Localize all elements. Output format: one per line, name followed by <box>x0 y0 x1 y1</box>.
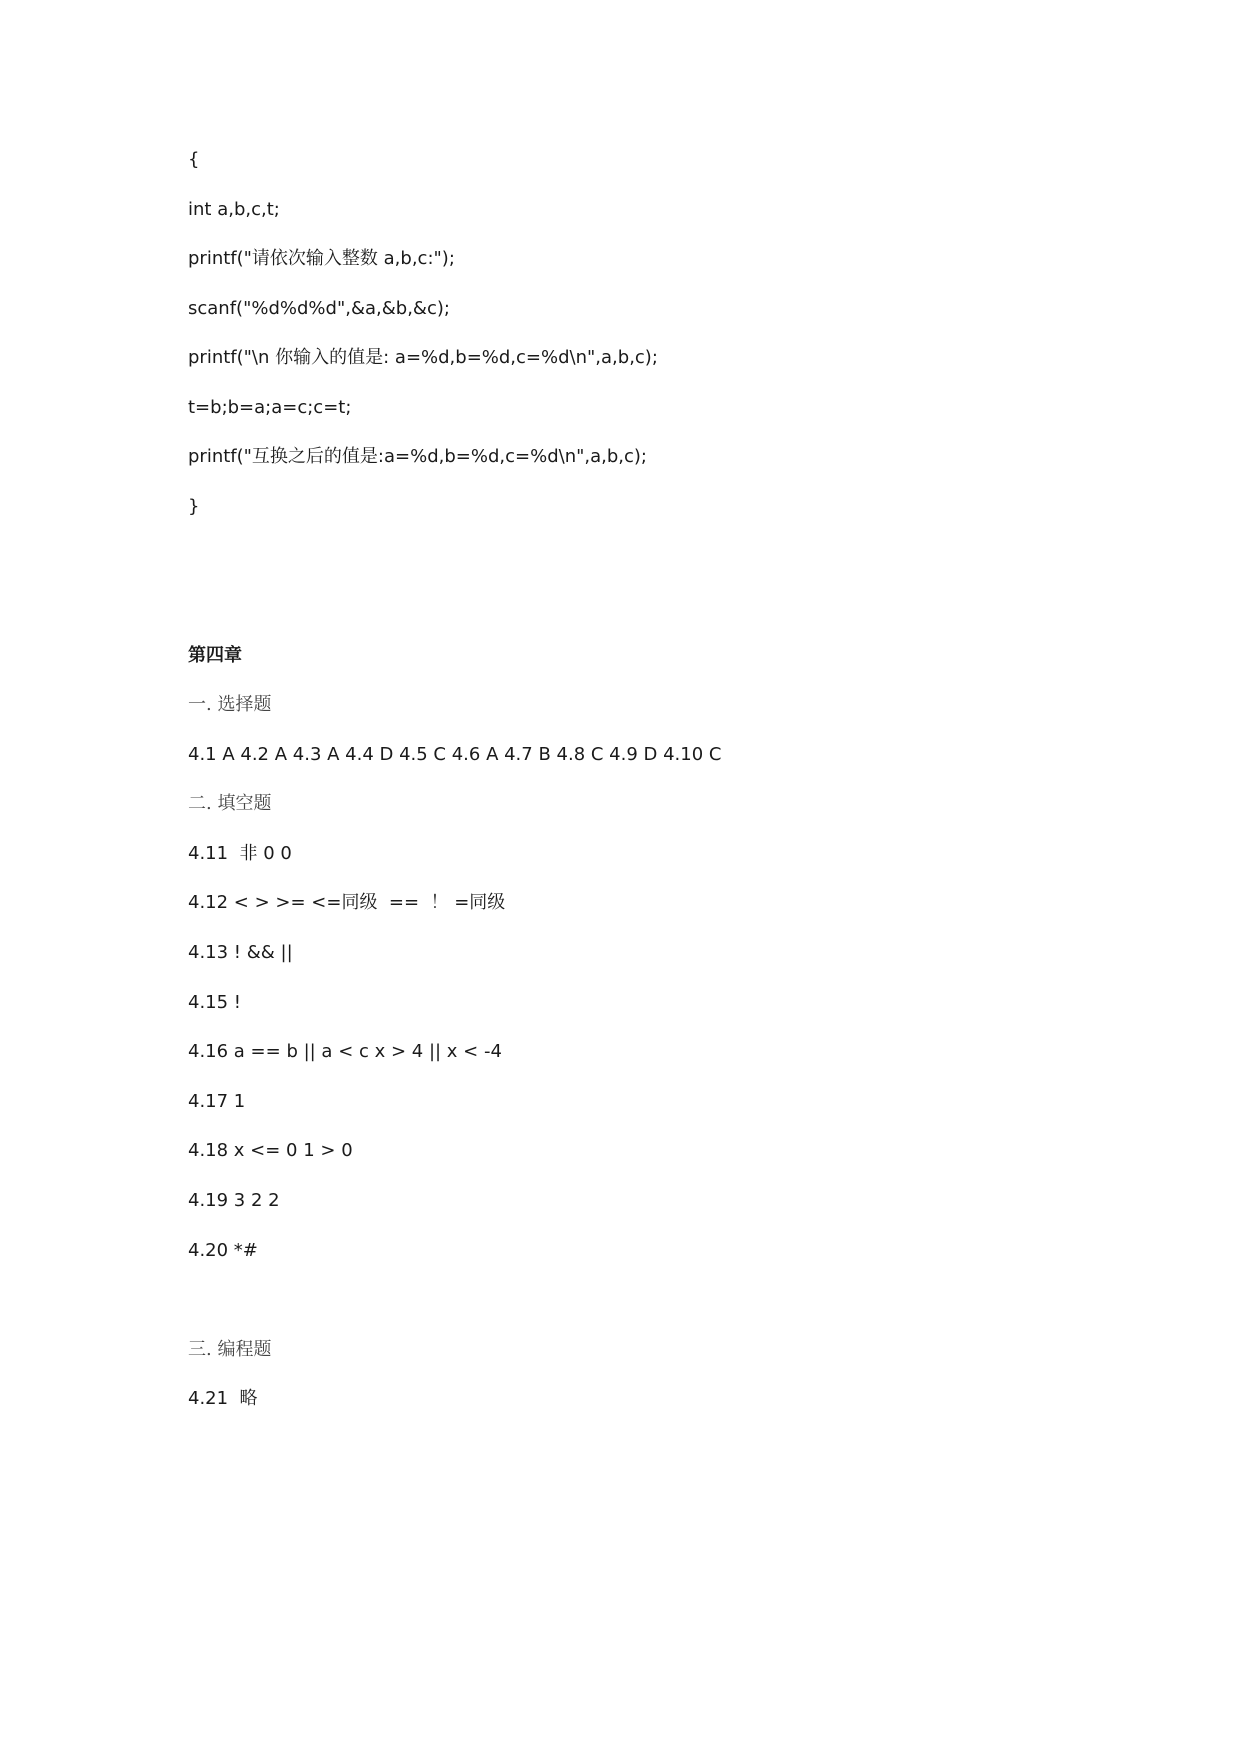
code-line-scanf: scanf("%d%d%d",&a,&b,&c); <box>188 298 450 319</box>
code-line-swap: t=b;b=a;a=c;c=t; <box>188 397 352 418</box>
choice-answers: 4.1 A 4.2 A 4.3 A 4.4 D 4.5 C 4.6 A 4.7 B 4.8 C 4.9 D 4.10 C <box>188 744 722 765</box>
fill-answer: 4.20 *# <box>188 1240 258 1261</box>
fill-answer: 4.17 1 <box>188 1091 246 1112</box>
fill-answer: 4.15 ! <box>188 992 242 1013</box>
code-line-open-brace: { <box>188 149 200 170</box>
section-title-fill: 二. 填空题 <box>188 793 272 814</box>
fill-answer: 4.11 非 0 0 <box>188 843 292 864</box>
section-title-programming: 三. 编程题 <box>188 1339 272 1360</box>
program-answer: 4.21 略 <box>188 1388 258 1409</box>
code-line-printf-input: printf("\n 你输入的值是: a=%d,b=%d,c=%d\n",a,b,c); <box>188 347 658 368</box>
fill-answer: 4.18 x <= 0 1 > 0 <box>188 1140 353 1161</box>
code-line-printf-prompt: printf("请依次输入整数 a,b,c:"); <box>188 248 455 269</box>
section-title-choice: 一. 选择题 <box>188 694 272 715</box>
fill-answer: 4.16 a == b || a < c x > 4 || x < -4 <box>188 1041 502 1062</box>
code-line-declaration: int a,b,c,t; <box>188 199 280 220</box>
code-line-printf-result: printf("互换之后的值是:a=%d,b=%d,c=%d\n",a,b,c); <box>188 446 647 467</box>
code-line-close-brace: } <box>188 496 200 517</box>
chapter-title: 第四章 <box>188 645 242 666</box>
fill-answer: 4.12 < > >= <=同级 == ！ =同级 <box>188 892 506 913</box>
fill-answer: 4.13 ! && || <box>188 942 293 963</box>
fill-answer: 4.19 3 2 2 <box>188 1190 280 1211</box>
